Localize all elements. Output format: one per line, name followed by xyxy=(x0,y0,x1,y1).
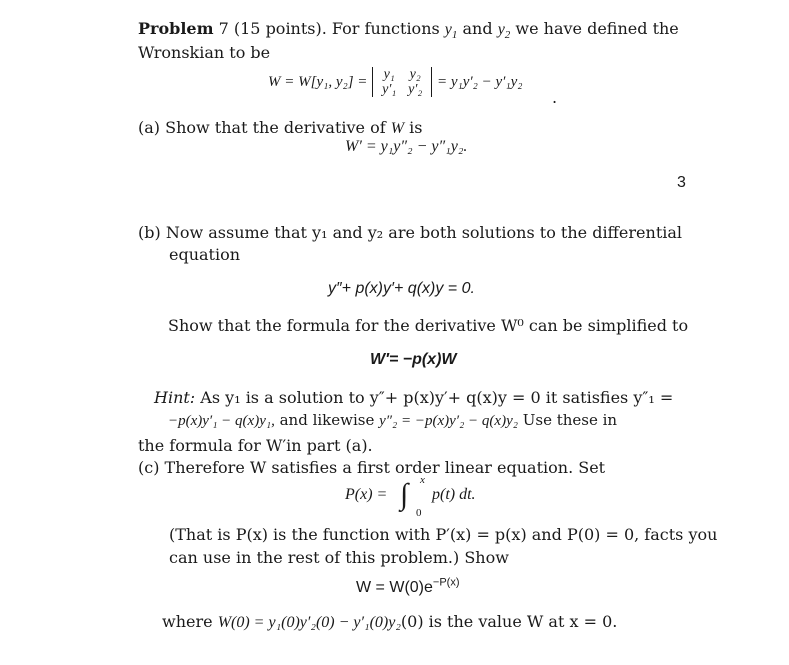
integral-sign: ∫ xyxy=(400,478,409,511)
wronskian-dot: . xyxy=(552,88,558,107)
p-definition: P(x) = xyxy=(345,486,388,503)
problem-header-line: Problem 7 (15 points). For functions $y_1$ and $y_2$ we have defined the xyxy=(138,19,679,42)
integral-lower: 0 xyxy=(416,507,422,519)
part-c-result: $W = W(0)e^{-P(x)}$ xyxy=(356,576,460,596)
part-c-note2: can use in the rest of this problem.) Show xyxy=(169,548,509,567)
problem-intro-c: Wronskian to be xyxy=(138,43,271,62)
part-a-formula: W′ = y₁y″₂ − y″₁y₂. xyxy=(345,138,468,155)
answer-number: 3 xyxy=(677,174,686,191)
part-b-line1: (b) Now assume that y₁ and y₂ are both solutions to the differential xyxy=(138,223,683,242)
part-b-label: (b) xyxy=(138,223,161,242)
problem-points: 7 (15 points). xyxy=(218,19,327,38)
hint-line3: the formula for W′in part (a). xyxy=(138,436,373,455)
problem-intro-a: For functions xyxy=(331,19,440,38)
part-b-line2: equation xyxy=(169,245,241,264)
part-a-label: (a) xyxy=(138,118,161,137)
part-c-where: where W(0) = y₁(0)y′₂(0) − y′₁(0)y₂(0) is the value W at x = 0. xyxy=(162,612,618,631)
part-c-line1: (c) Therefore W satisfies a first order linear equation. Set xyxy=(138,458,606,477)
integral-upper: x xyxy=(420,474,425,486)
problem-intro-b: we have defined the xyxy=(515,19,679,38)
part-b-show: Show that the formula for the derivative W⁰ can be simplified to xyxy=(168,316,689,335)
integrand: p(t) dt. xyxy=(432,486,476,503)
part-c-label: (c) xyxy=(138,458,160,477)
part-b-result: W′= −p(x)W xyxy=(370,351,457,368)
part-c-note1: (That is P(x) is the function with P′(x) = p(x) and P(0) = 0, facts you xyxy=(169,525,718,544)
wronskian-determinant: y₁ y₂ y′₁ y′₂ xyxy=(372,67,432,97)
ode-equation: y″+ p(x)y′+ q(x)y = 0. xyxy=(328,280,475,297)
part-a-prompt: (a) Show that the derivative of W is xyxy=(138,118,423,137)
problem-heading: Problem xyxy=(138,19,214,38)
wronskian-definition: W = W[y₁, y₂] = y₁ y₂ y′₁ y′₂ = y₁y′₂ − y′₁y₂ xyxy=(268,67,523,97)
hint-line2: −p(x)y′₁ − q(x)y₁, and likewise y″₂ = −p(x)y′₂ − q(x)y₂ Use these in xyxy=(168,411,618,429)
hint-label: Hint: xyxy=(154,388,196,407)
hint-line1: Hint: As y₁ is a solution to y″+ p(x)y′+ q(x)y = 0 it satisfies y″₁ = xyxy=(154,388,674,407)
